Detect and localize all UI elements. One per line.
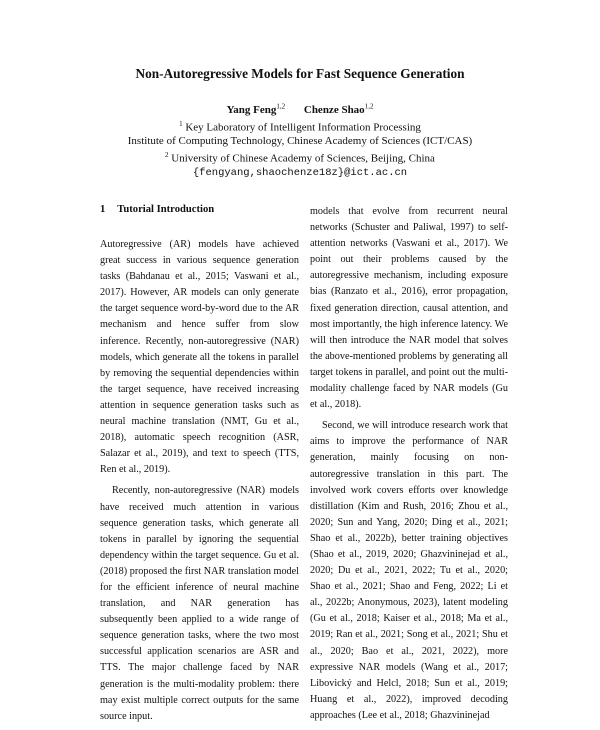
affiliation-2: $^2$ University of Chinese Academy of Sciences, Beijing, China xyxy=(165,151,435,165)
author-email[interactable]: {fengyang,shaochenze18z}@ict.ac.cn xyxy=(192,166,408,179)
author-1: Yang Feng$^{1,2}$ xyxy=(226,102,286,116)
paragraph: Second, we will introduce research work that aims to improve the performance of NAR generation, mainly focusing on non-autoregressive translation in this part. The involved work covers efforts over knowledge distillation (Kim and Rush, 2016; Zhou et al., 2020; Sun and Yang, 2020; Ding et al., 2021; Shao et al., 2022b), better training objectives (Shao et al., 2019, 2020; Ghazvininejad et al., 2020; Du et al., 2021, 2022; Tu et al., 2020; Shao et al., 2021; Shao and Feng, 2022; Li et al., 2022b; Anonymous, 2023), latent modeling (Gu et al., 2018; Kaiser et al., 2018; Ma et al., 2019; Ran et al., 2021; Song et al., 2021; Shu et al., 2020; Bao et al., 2021, 2022), more expressive NAR models (Wang et al., 2017; Libovický and Helcl, 2018; Sun et al., 2019; Huang et al., 2022), improved decoding approaches (Lee et al., 2018; Ghazvininejad xyxy=(310,420,508,721)
paragraph: models that evolve from recurrent neural networks (Schuster and Paliwal, 1997) to self-attention networks (Vaswani et al., 2017). We point out their problems caused by the autoregressive mechanism, including exposure bias (Ranzato et al., 2016), error propagation, fixed generation direction, causal attention, and most importantly, the high inference latency. We will then introduce the NAR model that solves the above-mentioned problems by generating all target tokens in parallel, and point out the multi-modality challenge faced by NAR models (Gu et al., 2018). xyxy=(310,206,508,411)
left-column xyxy=(100,203,299,730)
affiliation-1-cont: Institute of Computing Technology, Chinese Academy of Sciences (ICT/CAS) xyxy=(127,135,473,148)
affiliation-1: $^1$ Key Laboratory of Intelligent Information Processing xyxy=(179,119,421,134)
paper-title: Non-Autoregressive Models for Fast Sequence Generation xyxy=(135,66,465,81)
paragraph: Recently, non-autoregressive (NAR) models have received much attention in various sequence generation tasks, which generate all tokens in parallel by ignoring the sequential dependency within the target sequence. Gu et al. (2018) proposed the first NAR translation model for the efficient inference of neural machine translation, and NAR generation has subsequently been applied to a wide range of sequence generation tasks, where the two most successful application scenarios are ASR and TTS. The major challenge faced by NAR generation is the multi-modality problem: there may exist multiple correct outputs for the same source input. xyxy=(100,485,299,722)
section-heading: 1 Tutorial Introduction xyxy=(100,204,215,215)
paragraph: Autoregressive (AR) models have achieved great success in various sequence generation tasks (Bahdanau et al., 2015; Vaswani et al., 2017). However, AR models can only generate the target sequence word-by-word due to the AR mechanism and hence suffer from slow inference. Recently, non-autoregressive (NAR) models, which generate all the tokens in parallel by removing the sequential dependencies within the target sequence, have received increasing attention in sequence generation tasks such as neural machine translation (NMT, Gu et al., 2018), automatic speech recognition (ASR, Salazar et al., 2019), and text to speech (TTS, Ren et al., 2019). xyxy=(100,239,299,476)
author-2: Chenze Shao$^{1,2}$ xyxy=(303,102,374,116)
author-names xyxy=(0,99,600,117)
right-column xyxy=(310,204,508,729)
author-block xyxy=(0,99,600,180)
